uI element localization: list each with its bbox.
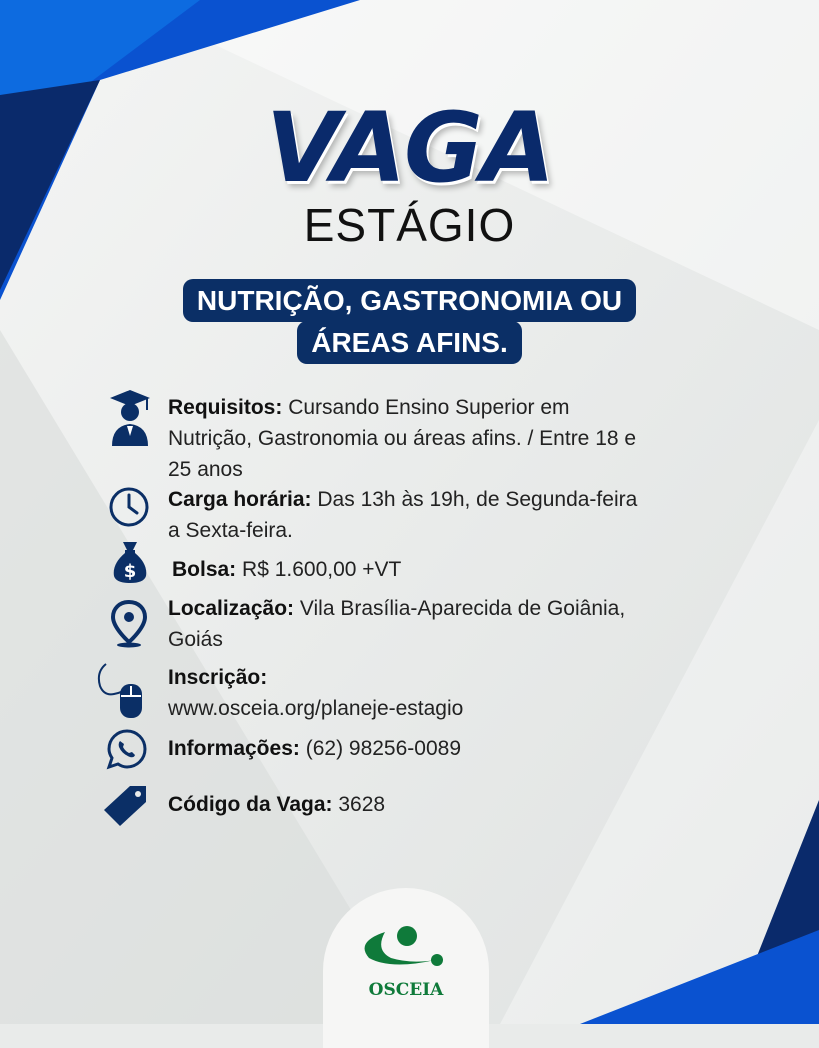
- carga-label: Carga horária:: [168, 488, 312, 511]
- carga-value: Das 13h às 19h, de Segunda-feira a Sexta-feira.: [168, 488, 638, 542]
- tag-icon: [100, 784, 148, 828]
- informacoes-value[interactable]: (62) 98256-0089: [305, 737, 462, 760]
- page-subtitle: ESTÁGIO: [303, 199, 516, 251]
- bolsa-label: Bolsa:: [172, 558, 237, 581]
- informacoes-item: [168, 733, 638, 764]
- localizacao-item: [168, 593, 638, 655]
- whatsapp-icon: [106, 728, 148, 770]
- page-title: VAGA: [265, 92, 554, 204]
- osceia-logo-mark: [351, 920, 463, 980]
- mouse-icon: [94, 662, 150, 722]
- money-bag-icon: [110, 540, 150, 584]
- carga-item: [168, 484, 638, 546]
- course-badge: [0, 280, 819, 364]
- inscricao-label: Inscrição:: [168, 666, 268, 689]
- clock-icon: [108, 486, 150, 528]
- bolsa-item: [172, 554, 642, 585]
- graduate-icon: [108, 388, 152, 448]
- localizacao-value: Vila Brasília-Aparecida de Goiânia, Goiás: [168, 597, 626, 651]
- logo-card: [323, 888, 489, 1048]
- bolsa-value: R$ 1.600,00 +VT: [242, 558, 402, 581]
- logo-text: OSCEIA: [368, 980, 444, 1000]
- inscricao-item: [168, 662, 638, 724]
- localizacao-label: Localização:: [168, 597, 295, 620]
- course-badge-text: NUTRIÇÃO, GASTRONOMIA OU ÁREAS AFINS.: [183, 279, 636, 364]
- informacoes-label: Informações:: [168, 737, 300, 760]
- requisitos-item: [168, 392, 638, 485]
- requisitos-label: Requisitos:: [168, 396, 283, 419]
- codigo-label: Código da Vaga:: [168, 793, 333, 816]
- codigo-value: 3628: [338, 793, 386, 816]
- location-pin-icon: [110, 600, 148, 648]
- inscricao-link[interactable]: www.osceia.org/planeje-estagio: [168, 697, 464, 720]
- svg-text:$: $: [123, 561, 137, 582]
- codigo-item: [168, 789, 638, 820]
- requisitos-value: Cursando Ensino Superior em Nutrição, Gastronomia ou áreas afins. / Entre 18 e 25 anos: [168, 396, 637, 481]
